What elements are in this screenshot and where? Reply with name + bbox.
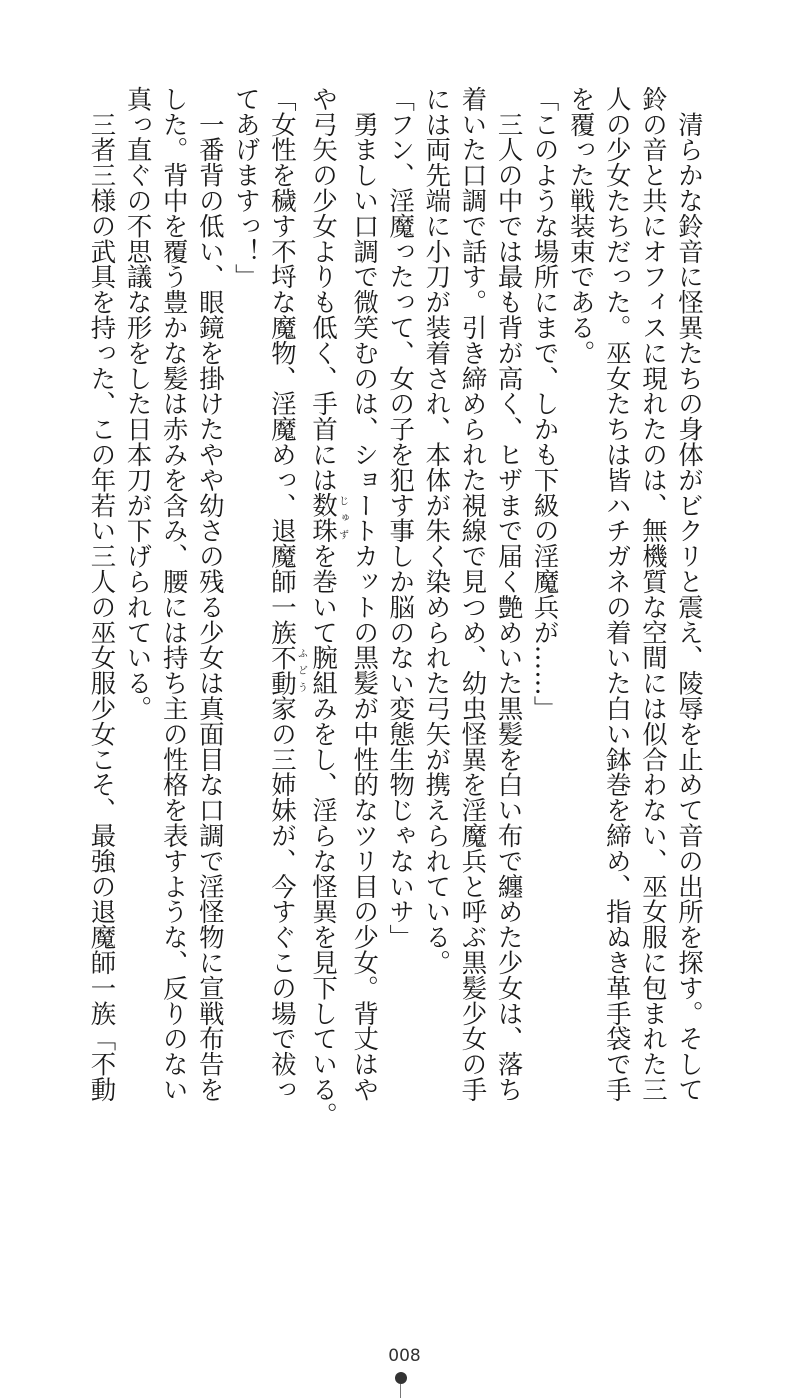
text-segment: 鈴の音と共にオフィスに現れたのは、無機質な空間には似合わない、巫女服に包まれた三	[638, 86, 669, 1102]
text-segment: 勇ましい口調で微笑むのは、ショートカットの黒髪が中性的なツリ目の少女。背丈はや	[350, 86, 381, 1102]
text-segment: や弓矢の少女よりも低く、手首には	[309, 86, 340, 493]
text-line	[528, 86, 564, 1116]
text-segment: 人の少女たちだった。巫女たちは皆ハチガネの着いた白い鉢巻を締め、指ぬき革手袋で手	[602, 86, 633, 1102]
text-segment: てあげますっ！」	[231, 86, 262, 290]
text-segment: 清らかな鈴音に怪異たちの身体がビクリと震え、陵辱を止めて音の出所を探す。そして	[675, 86, 705, 1102]
text-line	[193, 86, 229, 1116]
text-segment: 「フン、淫魔ったって、女の子を犯す事しか脳のない変態生物じゃないサ」	[386, 86, 417, 950]
text-segment: 「女性を穢す不埒な魔物、淫魔めっ、退魔師一族	[267, 86, 298, 645]
body-text	[84, 86, 708, 1128]
text-line	[564, 86, 600, 1116]
ruby-word	[309, 492, 348, 544]
ruby-base: 不動	[267, 644, 298, 696]
text-segment: 一番背の低い、眼鏡を掛けたやや幼さの残る少女は真面目な口調で淫怪物に宣戦布告を	[195, 86, 226, 1102]
text-segment: を覆った戦装束である。	[566, 86, 597, 366]
ruby-base: 数珠	[309, 492, 340, 544]
folio-dot-ornament	[395, 1372, 407, 1384]
folio-line-ornament	[400, 1384, 401, 1398]
text-line	[229, 86, 265, 1116]
text-segment: 三人の中では最も背が高く、ヒザまで届く艶めいた黒髪を白い布で纏めた少女は、落ち	[494, 86, 525, 1102]
text-segment: 着いた口調で話す。引き締められた視線で見つめ、幼虫怪異を淫魔兵と呼ぶ黒髪少女の手	[458, 86, 489, 1102]
text-line	[636, 86, 672, 1116]
ruby-word	[267, 644, 307, 696]
text-line	[383, 86, 419, 1116]
page-number: 008	[388, 1346, 421, 1366]
ruby-reading: じゅず	[336, 492, 348, 544]
text-segment: した。背中を覆う豊かな髪は赤みを含み、腰には持ち主の性格を表すような、反りのない	[159, 86, 190, 1102]
text-line	[121, 86, 157, 1116]
text-segment: 家の三姉妹が、今すぐこの場で祓っ	[267, 695, 298, 1103]
text-line	[265, 86, 306, 1116]
text-line	[157, 86, 193, 1116]
ruby-reading: ふどう	[295, 644, 307, 696]
text-line	[306, 86, 348, 1128]
text-line	[455, 86, 491, 1116]
text-segment: を巻いて腕組みをし、淫らな怪異を見下している。	[309, 543, 340, 1128]
text-line	[491, 86, 527, 1116]
text-segment: 三者三様の武具を持った、この年若い三人の巫女服少女こそ、最強の退魔師一族「不動	[87, 86, 118, 1102]
text-segment: 「このような場所にまで、しかも下級の淫魔兵が……」	[530, 86, 561, 721]
text-segment: 真っ直ぐの不思議な形をした日本刀が下げられている。	[123, 86, 154, 721]
text-line	[419, 86, 455, 1116]
text-line	[672, 86, 708, 1116]
text-line	[600, 86, 636, 1116]
text-line	[347, 86, 383, 1116]
text-segment: には両先端に小刀が装着され、本体が朱く染められた弓矢が携えられている。	[422, 86, 453, 975]
text-line	[84, 86, 120, 1116]
